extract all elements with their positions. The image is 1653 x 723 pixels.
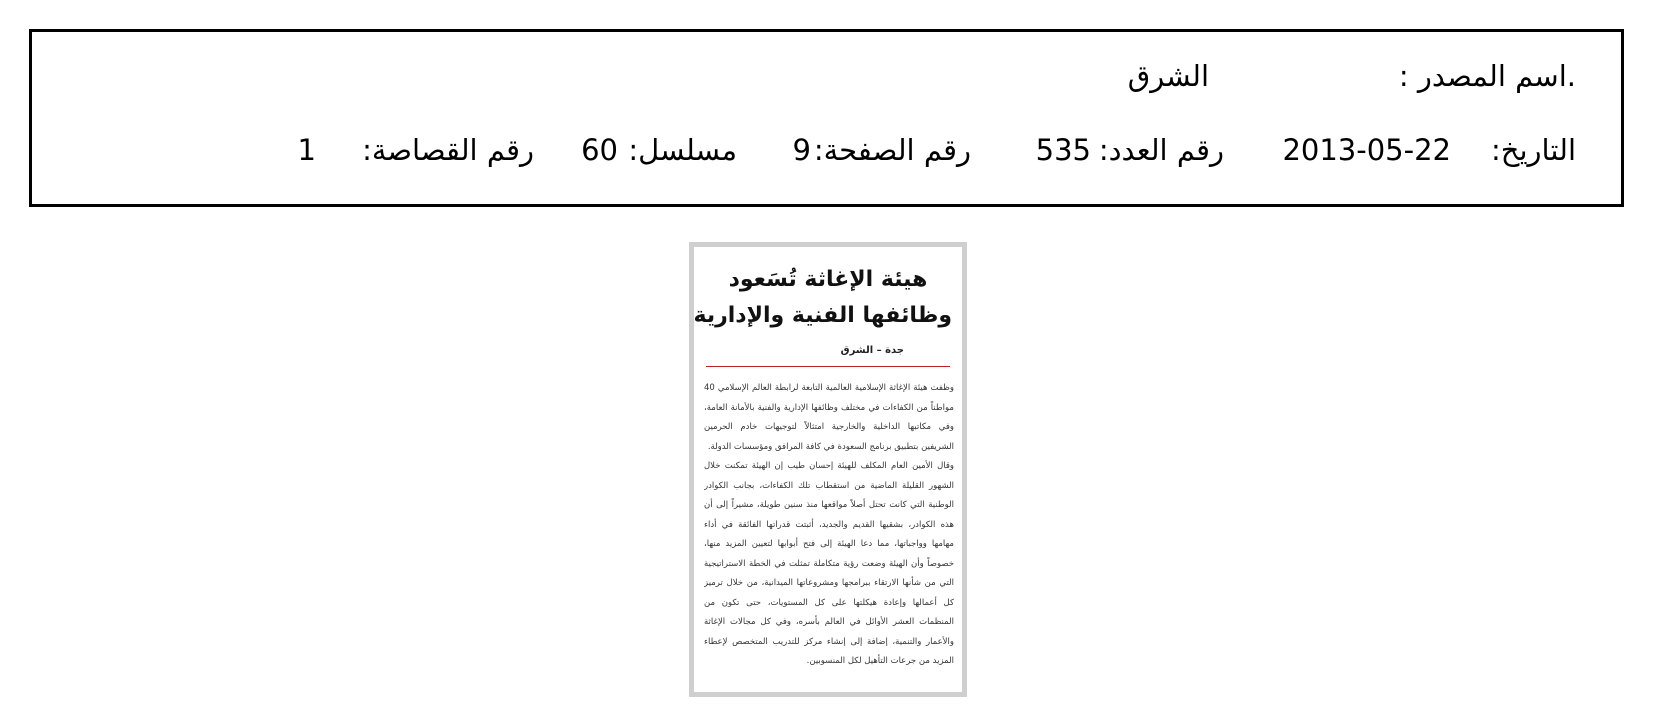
source-label: .اسم المصدر : [1398,59,1576,93]
serial-value: 60 [581,133,618,167]
article-paragraph: وقال الأمين العام المكلف للهيئة إحسان طيب إن الهيئة تمكنت خلال الشهور القليلة الماضية من استقطاب تلك الكفاءات، بجانب الكوادر الوطنية التي كانت تحتل أصلاً مواقعها منذ سنين طويلة، مشيراً إلى أن هذه الكوادر، بشقيها القديم والجديد، أثبتت قدراتها الفائقة في أداء مهامها وواجباتها، مما دعا الهيئة إلى فتح أبوابها لتعيين المزيد منها، خصوصاً وأن الهيئة وضعت رؤية متكاملة تمثلت في الخطة الاستراتيجية التي من شأنها الارتقاء ببرامجها ومشروعاتها الميدانية، من خلال ترميز كل أعمالها وإعادة هيكلتها على كل المستويات، حتى تكون من المنظمات العشر الأوائل في العالم بأسره، وفي كل مجالات الإغاثة والأعمار والتنمية، إضافة إلى إنشاء مركز للتدريب المتخصص لإعطاء المزيد من جرعات التأهيل لكل المنسوبين. [704,461,954,666]
issue-label: رقم العدد: [1098,133,1224,167]
article-body [704,379,954,691]
page-label: رقم الصفحة: [813,133,971,167]
clipping-info-box [29,29,1624,207]
source-value: الشرق [1127,59,1209,93]
article-headline-line2: وظائفها الفنية والإدارية [693,303,952,328]
article-paragraph: وظفت هيئة الإغاثة الإسلامية العالمية التابعة لرابطة العالم الإسلامي 40 مواطناً من الكفاءات في مختلف وظائفها الإدارية والفنية بالأمانة العامة، وفي مكاتبها الداخلية والخارجية امتثالاً لتوجيهات خادم الحرمين الشريفين بتطبيق برنامج السعودة في كافة المرافق ومؤسسات الدولة. [704,383,954,452]
clipping-number-label: رقم القصاصة: [362,133,534,167]
newspaper-clipping [689,242,967,697]
page-value: 9 [792,133,811,167]
article-headline-line1: هيئة الإغاثة تُسَعود [728,267,928,292]
clipping-number-value: 1 [297,133,316,167]
article-byline: جدة – الشرق [840,345,904,356]
serial-label: مسلسل: [628,133,737,167]
issue-value: 535 [1035,133,1091,167]
headline-divider [706,366,950,367]
date-label: التاريخ: [1490,133,1576,167]
date-value: 2013-05-22 [1282,133,1451,167]
